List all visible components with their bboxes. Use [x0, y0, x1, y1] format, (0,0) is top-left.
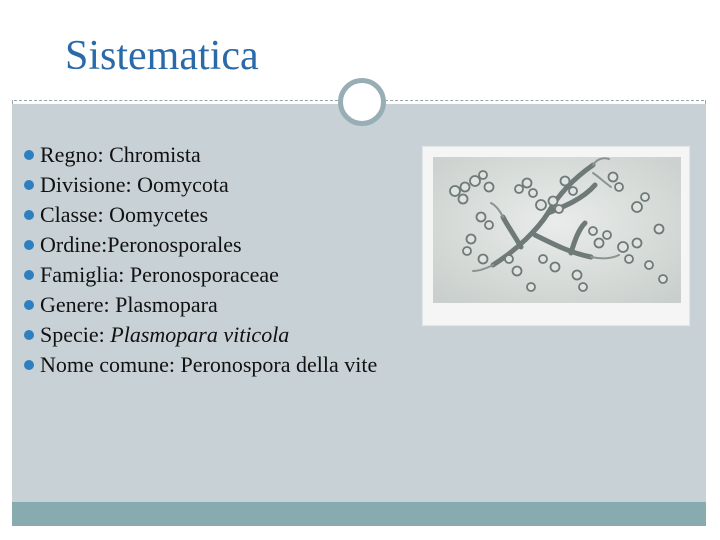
bullet-value-species: Plasmopara viticola: [110, 322, 290, 347]
bullet-value: Chromista: [109, 142, 201, 167]
ring-decoration-icon: [338, 78, 386, 126]
slide-title: Sistematica: [65, 33, 259, 79]
bullet-item-genere: [20, 290, 377, 320]
bullet-list: [20, 140, 377, 380]
bullet-value: Peronosporales: [107, 232, 242, 257]
bullet-dot-icon: [24, 270, 34, 280]
bullet-dot-icon: [24, 360, 34, 370]
bullet-dot-icon: [24, 240, 34, 250]
bullet-item-ordine: [20, 230, 377, 260]
bullet-dot-icon: [24, 180, 34, 190]
bullet-item-specie: [20, 320, 377, 350]
bullet-item-classe: [20, 200, 377, 230]
bullet-value: Plasmopara: [115, 292, 218, 317]
bullet-label: Genere:: [40, 292, 116, 317]
bullet-label: Nome comune:: [40, 352, 181, 377]
bullet-label: Specie:: [40, 322, 111, 347]
micrograph-svg: [423, 147, 689, 325]
bullet-value: Oomycetes: [109, 202, 209, 227]
bullet-item-regno: [20, 140, 377, 170]
footer-bar: [12, 502, 706, 526]
bullet-label: Ordine:: [40, 232, 108, 257]
bullet-dot-icon: [24, 210, 34, 220]
bullet-label: Regno:: [40, 142, 110, 167]
bullet-dot-icon: [24, 300, 34, 310]
bullet-label: Classe:: [40, 202, 110, 227]
bullet-item-divisione: [20, 170, 377, 200]
bullet-item-nome-comune: [20, 350, 377, 380]
bullet-item-famiglia: [20, 260, 377, 290]
micrograph-image: [422, 146, 690, 326]
bullet-dot-icon: [24, 150, 34, 160]
bullet-value: Peronospora della vite: [180, 352, 378, 377]
bullet-value: Oomycota: [137, 172, 229, 197]
bullet-label: Divisione:: [40, 172, 138, 197]
bullet-value: Peronosporaceae: [129, 262, 279, 287]
bullet-dot-icon: [24, 330, 34, 340]
bullet-label: Famiglia:: [40, 262, 130, 287]
